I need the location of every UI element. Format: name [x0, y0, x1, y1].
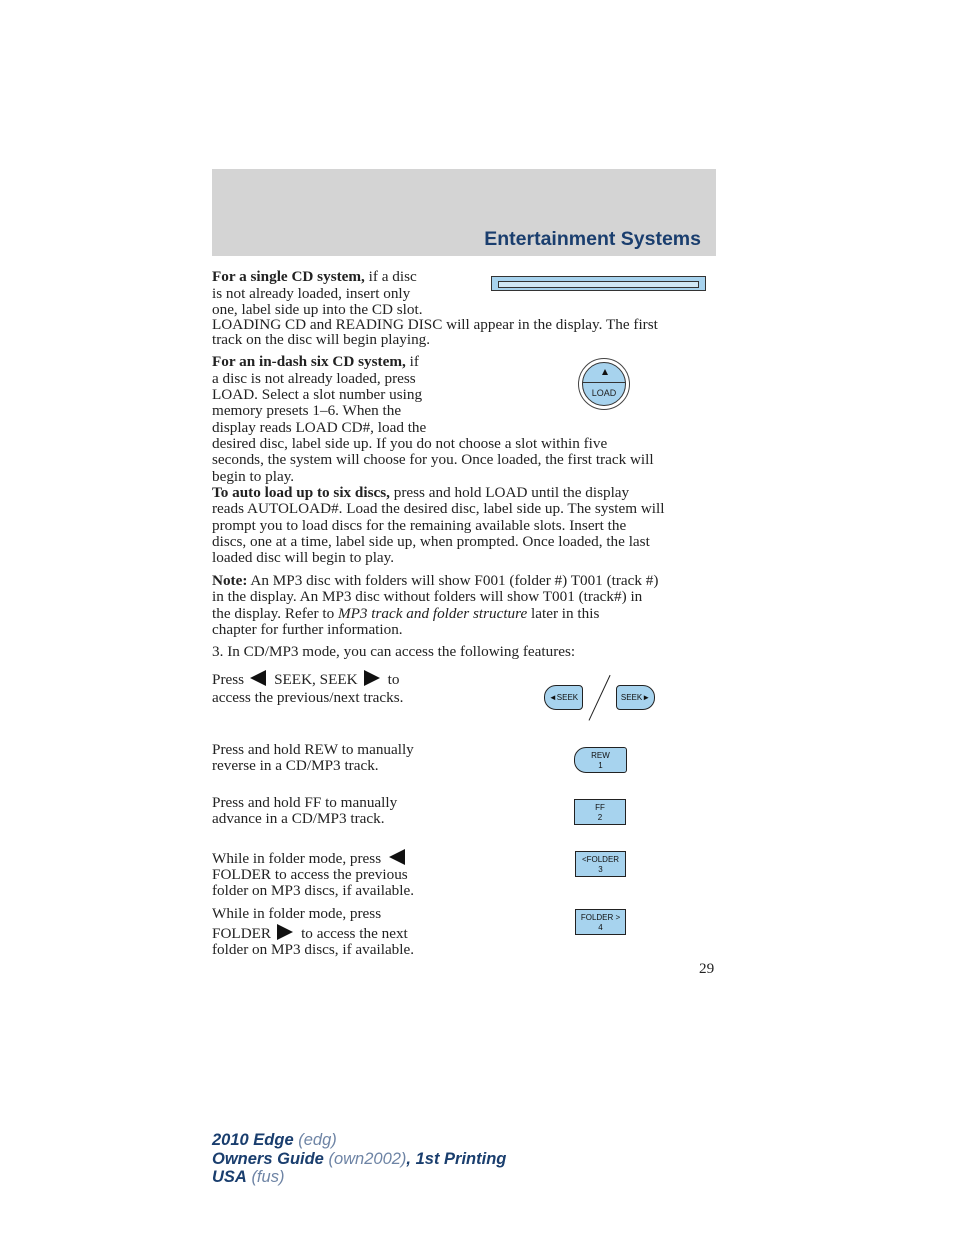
folder-prev-line-2: FOLDER to access the previous	[212, 866, 408, 883]
rew-line-2: reverse in a CD/MP3 track.	[212, 757, 379, 774]
auto-load-line-5: loaded disc will begin to play.	[212, 549, 395, 566]
single-cd-line-1: For a single CD system, if a disc	[212, 268, 417, 285]
ff-line-1: Press and hold FF to manually	[212, 794, 398, 811]
single-cd-line-3: one, label side up into the CD slot.	[212, 301, 423, 318]
six-cd-line-4: memory presets 1–6. When the	[212, 402, 402, 419]
folder-prev-button-illustration: <FOLDER 3	[575, 851, 626, 877]
seek-line-2: access the previous/next tracks.	[212, 689, 404, 706]
auto-load-line-1: To auto load up to six discs, press and hold LOAD until the display	[212, 484, 630, 501]
folder-next-line-1: While in folder mode, press	[212, 905, 382, 922]
load-label: LOAD	[591, 388, 617, 398]
folder-prev-line-1: While in folder mode, press	[212, 849, 413, 867]
folder-next-line-2: FOLDER to access the next	[212, 925, 408, 942]
note-line-1: Note: An MP3 disc with folders will show F001 (folder #) T001 (track #)	[212, 572, 659, 589]
note-line-4: chapter for further information.	[212, 621, 403, 638]
rew-line-1: Press and hold REW to manually	[212, 741, 414, 758]
seek-back-button-illustration: ◄SEEK	[544, 685, 583, 710]
folder-back-arrow-icon	[389, 849, 405, 865]
six-cd-line-5: display reads LOAD CD#, load the	[212, 419, 427, 436]
folder-prev-line-3: folder on MP3 discs, if available.	[212, 882, 415, 899]
ff-button-illustration: FF 2	[574, 799, 626, 825]
six-cd-line-6: desired disc, label side up. If you do not choose a slot within five	[212, 435, 608, 452]
six-cd-line-2: a disc is not already loaded, press	[212, 370, 416, 387]
six-cd-line-1: For an in-dash six CD system, if	[212, 353, 419, 370]
document-footer: 2010 Edge (edg) Owners Guide (own2002), 1st Printing USA (fus)	[212, 1131, 507, 1186]
single-cd-line-2: is not already loaded, insert only	[212, 285, 411, 302]
folder-forward-arrow-icon	[277, 924, 293, 940]
load-button-illustration	[578, 358, 630, 410]
note-line-3: the display. Refer to MP3 track and folder structure later in this	[212, 605, 600, 622]
single-cd-heading: For a single CD system,	[212, 268, 365, 285]
mp3-structure-reference: MP3 track and folder structure	[337, 605, 528, 622]
section-header-band	[212, 169, 716, 256]
single-cd-line-4: LOADING CD and READING DISC will appear in the display. The first	[212, 316, 658, 333]
seek-line-1: Press SEEK, SEEK to	[212, 671, 400, 688]
auto-load-heading: To auto load up to six discs,	[212, 484, 390, 501]
seek-divider	[589, 675, 612, 721]
auto-load-line-3: prompt you to load discs for the remaining available slots. Insert the	[212, 517, 627, 534]
note-line-2: in the display. An MP3 disc without folders will show T001 (track#) in	[212, 588, 643, 605]
ff-line-2: advance in a CD/MP3 track.	[212, 810, 385, 827]
folder-next-line-3: folder on MP3 discs, if available.	[212, 941, 415, 958]
cd-slot-illustration	[491, 276, 706, 291]
section-title: Entertainment Systems	[484, 228, 701, 250]
six-cd-line-8: begin to play.	[212, 468, 295, 485]
six-cd-line-3: LOAD. Select a slot number using	[212, 386, 423, 403]
auto-load-line-4: discs, one at a time, label side up, when prompted. Once loaded, the last	[212, 533, 650, 550]
eject-icon	[602, 369, 608, 375]
step-3-intro: 3. In CD/MP3 mode, you can access the following features:	[212, 643, 576, 660]
page-number: 29	[699, 960, 715, 977]
six-cd-line-7: seconds, the system will choose for you. Once loaded, the first track will	[212, 451, 654, 468]
seek-forward-arrow-icon	[364, 670, 380, 686]
single-cd-line-5: track on the disc will begin playing.	[212, 331, 431, 348]
six-cd-heading: For an in-dash six CD system,	[212, 353, 406, 370]
folder-next-button-illustration: FOLDER > 4	[575, 909, 626, 935]
note-heading: Note:	[212, 572, 248, 589]
seek-back-arrow-icon	[250, 670, 266, 686]
auto-load-line-2: reads AUTOLOAD#. Load the desired disc, label side up. The system will	[212, 500, 665, 517]
rew-button-illustration: REW 1	[574, 747, 627, 773]
seek-forward-button-illustration: SEEK►	[616, 685, 655, 710]
